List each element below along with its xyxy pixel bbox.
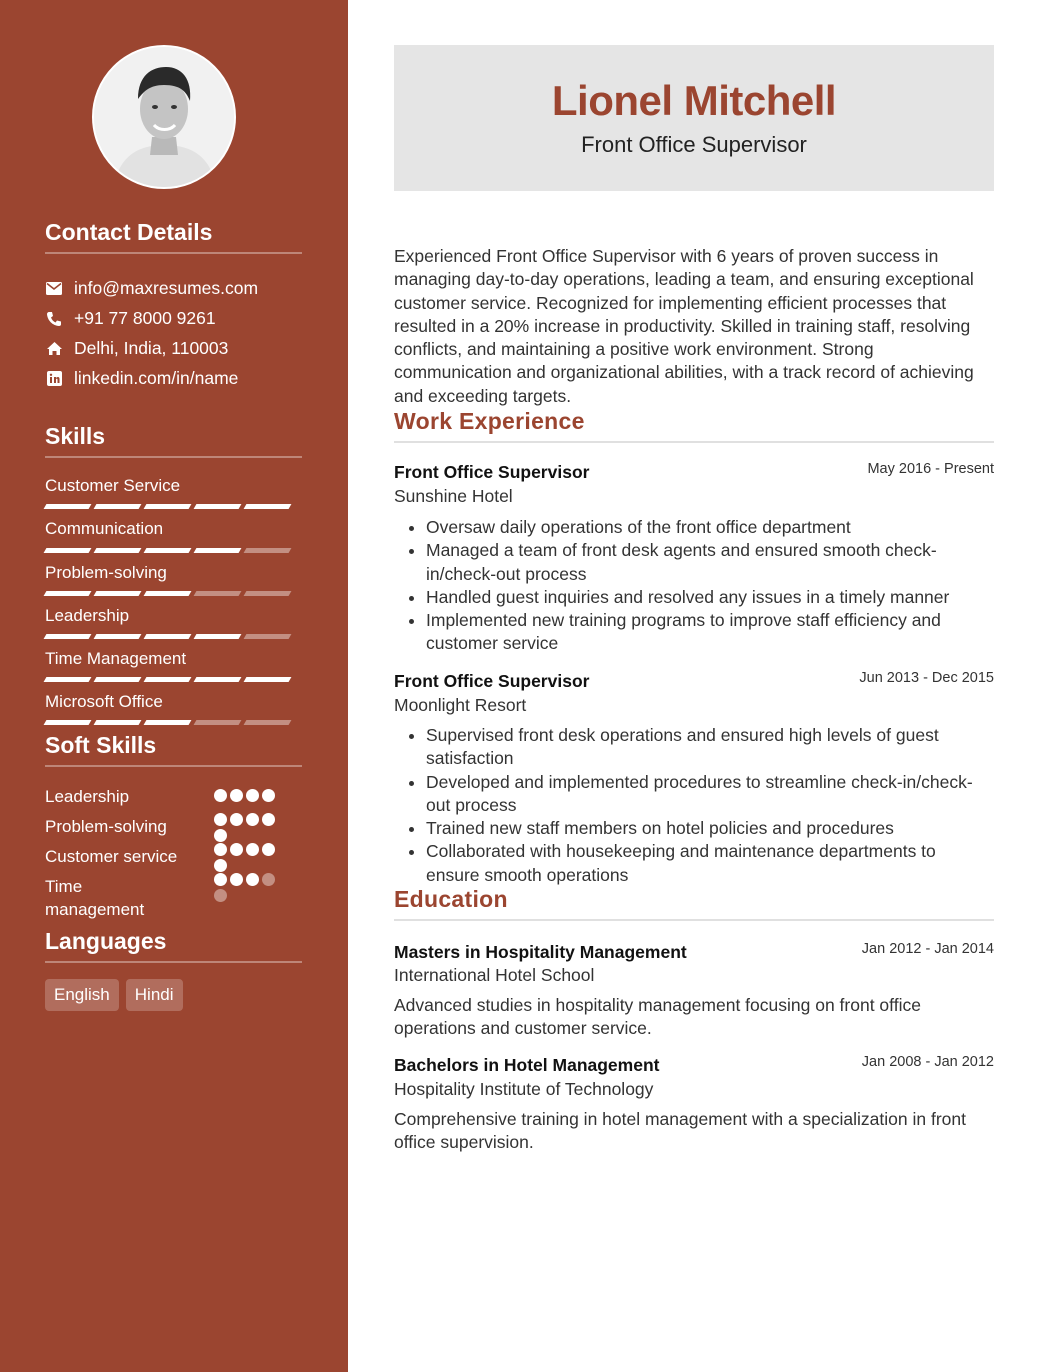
soft-skill-label: Problem-solving — [45, 817, 167, 836]
list-item: • Developed and implemented procedures to streamline check-in/check-out process — [426, 771, 994, 818]
soft-skill-dot — [230, 873, 243, 886]
soft-skill-dot — [262, 843, 275, 856]
job-dates: May 2016 - Present — [867, 461, 994, 477]
skill-bar-segment — [144, 548, 192, 553]
soft-skill-dot — [214, 813, 227, 826]
skill-bar — [45, 677, 290, 682]
language-tag: English — [45, 979, 119, 1011]
skill-bar-segment — [144, 591, 192, 596]
skill-bar-segment — [94, 634, 142, 639]
skill-bar-segment — [244, 720, 292, 725]
contact-heading: Contact Details — [45, 219, 302, 254]
language-tag: Hindi — [126, 979, 183, 1011]
skill-bar-segment — [94, 720, 142, 725]
soft-skill-dot — [214, 789, 227, 802]
job-company: Moonlight Resort — [394, 695, 527, 715]
list-item: • Implemented new training programs to improve staff efficiency and customer service — [426, 609, 994, 656]
soft-skill-label: Customer service — [45, 847, 178, 866]
list-item: • Collaborated with housekeeping and maintenance departments to ensure smooth operations — [426, 840, 994, 887]
job-title: Front Office Supervisor — [394, 671, 590, 691]
skill-bar-segment — [44, 504, 92, 509]
skill-bar-segment — [44, 591, 92, 596]
languages-heading: Languages — [45, 928, 302, 963]
skill-bar-segment — [244, 548, 292, 553]
skill-label: Leadership — [45, 606, 130, 625]
skill-label: Customer Service — [45, 476, 181, 495]
skill-bar-segment — [244, 504, 292, 509]
contact-email[interactable] — [45, 278, 258, 299]
soft-skill-dot — [262, 873, 275, 886]
skill-bar-segment — [244, 591, 292, 596]
soft-skill-dot — [230, 813, 243, 826]
soft-skill-dot — [246, 873, 259, 886]
degree-description: Comprehensive training in hotel management with a specialization in front office supervision. — [394, 1109, 966, 1153]
soft-skill-dot — [230, 843, 243, 856]
skill-bar-segment — [44, 634, 92, 639]
candidate-title: Front Office Supervisor — [581, 132, 807, 157]
soft-skill-dots — [214, 873, 286, 902]
soft-skill-dot — [246, 843, 259, 856]
list-item: • Managed a team of front desk agents and ensured smooth check-in/check-out process — [426, 539, 994, 586]
skill-bar-segment — [44, 548, 92, 553]
skill-bar-segment — [194, 504, 242, 509]
soft-skill-dot — [246, 789, 259, 802]
contact-phone[interactable] — [45, 308, 216, 329]
skill-bar-segment — [94, 548, 142, 553]
job-title: Front Office Supervisor — [394, 462, 590, 482]
degree-dates: Jan 2012 - Jan 2014 — [861, 941, 994, 957]
soft-skill-dot — [230, 789, 243, 802]
soft-skill-dot — [262, 789, 275, 802]
language-list — [45, 979, 183, 1011]
soft-skill-dot — [246, 813, 259, 826]
soft-skill-dot — [262, 813, 275, 826]
skill-bar-segment — [94, 504, 142, 509]
degree-title: Bachelors in Hotel Management — [394, 1055, 660, 1075]
skill-bar-segment — [94, 677, 142, 682]
skill-bar-segment — [194, 677, 242, 682]
skill-label: Problem-solving — [45, 563, 167, 582]
skill-label: Communication — [45, 519, 164, 538]
soft-skill-dot — [214, 829, 227, 842]
skill-label: Time Management — [45, 649, 187, 668]
skill-bar-segment — [44, 720, 92, 725]
sidebar — [0, 0, 348, 1372]
contact-linkedin[interactable] — [45, 368, 238, 389]
contact-linkedin-text: linkedin.com/in/name — [74, 368, 239, 388]
name-header — [394, 45, 994, 191]
skill-bar — [45, 504, 290, 509]
list-item: • Oversaw daily operations of the front office department — [426, 516, 994, 539]
job-dates: Jun 2013 - Dec 2015 — [859, 670, 994, 686]
skill-bar — [45, 720, 290, 725]
skill-bar-segment — [194, 548, 242, 553]
list-item: • Trained new staff members on hotel policies and procedures — [426, 817, 994, 840]
soft-skill-dots — [214, 789, 286, 802]
envelope-icon — [45, 280, 63, 298]
soft-skill-dot — [214, 843, 227, 856]
list-item: • Handled guest inquiries and resolved any issues in a timely manner — [426, 586, 994, 609]
contact-address — [45, 338, 228, 359]
home-icon — [45, 340, 63, 358]
soft-skills-heading: Soft Skills — [45, 732, 302, 767]
degree-description: Advanced studies in hospitality management focusing on front office operations and customer service. — [394, 995, 921, 1039]
skill-bar — [45, 548, 290, 553]
skill-bar-segment — [244, 634, 292, 639]
soft-skill-dots — [214, 813, 286, 842]
skill-bar-segment — [144, 634, 192, 639]
contact-address-text: Delhi, India, 110003 — [74, 338, 229, 358]
job-bullets — [394, 516, 994, 656]
soft-skill-dot — [214, 859, 227, 872]
work-experience-heading: Work Experience — [394, 408, 994, 443]
skill-bar-segment — [194, 720, 242, 725]
contact-email-text: info@maxresumes.com — [74, 278, 259, 298]
linkedin-icon — [45, 370, 63, 388]
profile-photo-icon — [94, 47, 234, 187]
skill-bar-segment — [194, 591, 242, 596]
soft-skill-dot — [214, 873, 227, 886]
school-name: International Hotel School — [394, 965, 595, 985]
skill-label: Microsoft Office — [45, 692, 163, 711]
soft-skill-label: Leadership — [45, 787, 130, 806]
job-company: Sunshine Hotel — [394, 486, 513, 506]
phone-icon — [45, 310, 63, 328]
candidate-name: Lionel Mitchell — [551, 77, 837, 124]
skill-bar-segment — [144, 504, 192, 509]
degree-title: Masters in Hospitality Management — [394, 942, 687, 962]
contact-phone-text: +91 77 8000 9261 — [74, 308, 216, 328]
job-bullets — [394, 724, 994, 887]
skill-bar-segment — [94, 591, 142, 596]
skill-bar — [45, 634, 290, 639]
skill-bar-segment — [144, 720, 192, 725]
skill-bar-segment — [244, 677, 292, 682]
soft-skill-dot — [214, 889, 227, 902]
school-name: Hospitality Institute of Technology — [394, 1079, 654, 1099]
skill-bar-segment — [194, 634, 242, 639]
list-item: • Supervised front desk operations and ensured high levels of guest satisfaction — [426, 724, 994, 771]
avatar — [92, 45, 236, 189]
skills-heading: Skills — [45, 423, 302, 458]
skill-bar — [45, 591, 290, 596]
skill-bar-segment — [144, 677, 192, 682]
soft-skill-label: Time management — [45, 877, 145, 919]
degree-dates: Jan 2008 - Jan 2012 — [861, 1054, 994, 1070]
education-heading: Education — [394, 886, 994, 921]
profile-summary: Experienced Front Office Supervisor with 6 years of proven success in managing day-to-day operations, leading a team, and ensuring exceptional customer service. Recognized for implementing efficient processes that resulted in a 20% increase in productivity. Skilled in training staff, resolving conflicts, and maintaining a positive work environment. Strong communication and organizational abilities, with a track record of achieving and exceeding targets. — [394, 246, 974, 406]
skill-bar-segment — [44, 677, 92, 682]
soft-skill-dots — [214, 843, 286, 872]
